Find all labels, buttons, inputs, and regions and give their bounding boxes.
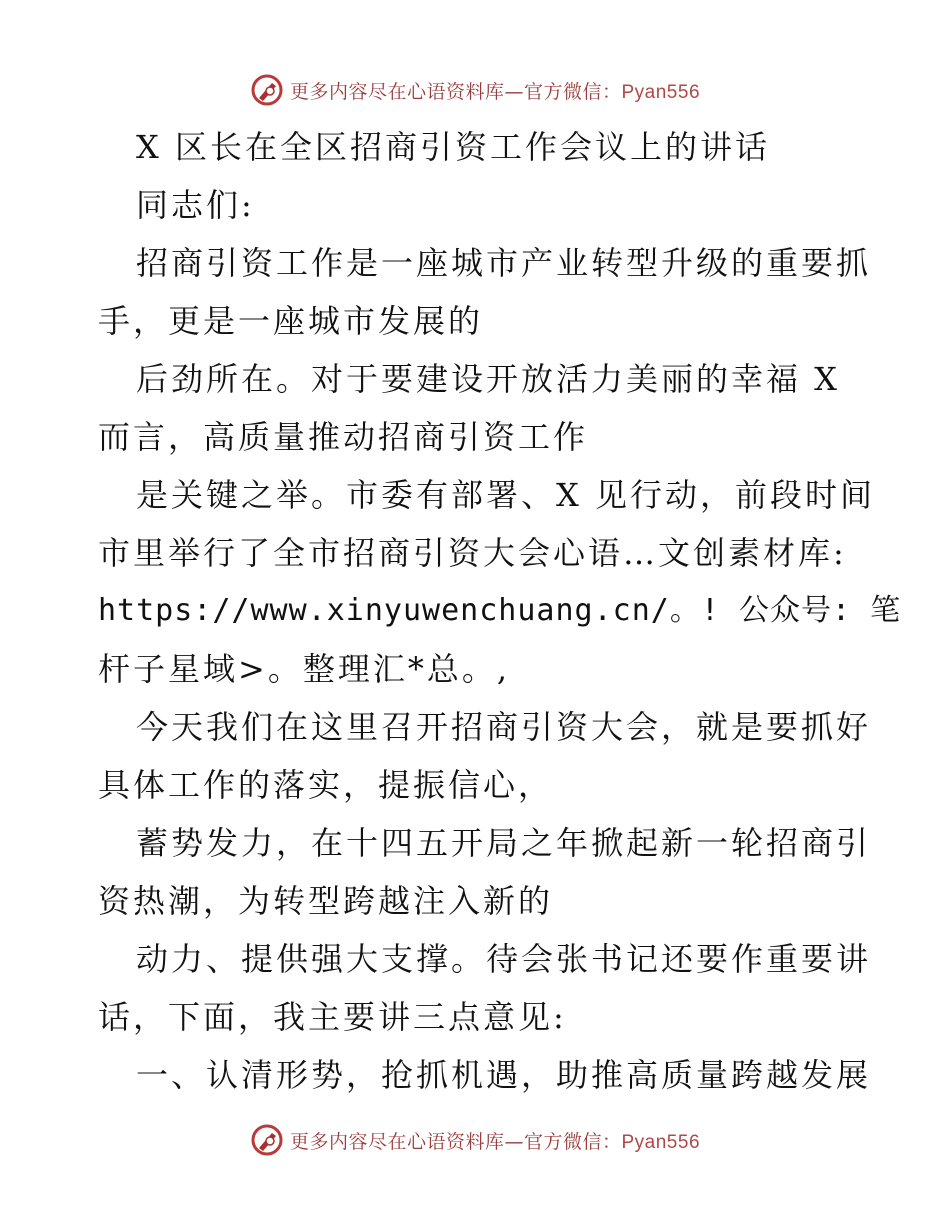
- paragraph-line: 而言，高质量推动招商引资工作: [98, 418, 589, 456]
- paragraph-line: 具体工作的落实，提振信心，: [98, 766, 554, 804]
- paragraph-line: 资热潮，为转型跨越注入新的: [98, 882, 554, 920]
- paragraph-line: 蓄势发力，在十四五开局之年掀起新一轮招商引: [136, 824, 872, 862]
- salutation: 同志们:: [136, 186, 255, 224]
- paragraph-line: 今天我们在这里召开招商引资大会，就是要抓好: [136, 708, 872, 746]
- document-title: X 区长在全区招商引资工作会议上的讲话: [136, 128, 770, 166]
- pen-seal-logo-icon: [250, 1123, 284, 1157]
- pen-seal-logo-icon: [250, 73, 284, 107]
- watermark-footer: [0, 1118, 950, 1162]
- watermark-text: 更多内容尽在心语资料库—官方微信：Pyan556: [289, 80, 701, 103]
- paragraph-line: 话，下面，我主要讲三点意见:: [98, 998, 567, 1036]
- paragraph-line: 市里举行了全市招商引资大会心语…文创素材库:: [98, 534, 847, 572]
- paragraph-line: 杆子星域>。整理汇*总。,: [98, 650, 510, 688]
- watermark-text: 更多内容尽在心语资料库—官方微信：Pyan556: [289, 1130, 701, 1153]
- watermark-header: [0, 68, 950, 112]
- paragraph-line: 招商引资工作是一座城市产业转型升级的重要抓: [136, 244, 872, 282]
- paragraph-line: 手，更是一座城市发展的: [98, 302, 484, 340]
- paragraph-line: 后劲所在。对于要建设开放活力美丽的幸福 X: [136, 360, 840, 398]
- paragraph-line: 是关键之举。市委有部署、X 见行动，前段时间: [136, 476, 875, 514]
- paragraph-line-url: https://www.xinyuwenchuang.cn/。! 公众号: 笔: [98, 593, 902, 628]
- paragraph-line: 动力、提供强大支撑。待会张书记还要作重要讲: [136, 940, 872, 978]
- section-heading: 一、认清形势，抢抓机遇，助推高质量跨越发展: [136, 1056, 872, 1094]
- document-body: [98, 118, 902, 1104]
